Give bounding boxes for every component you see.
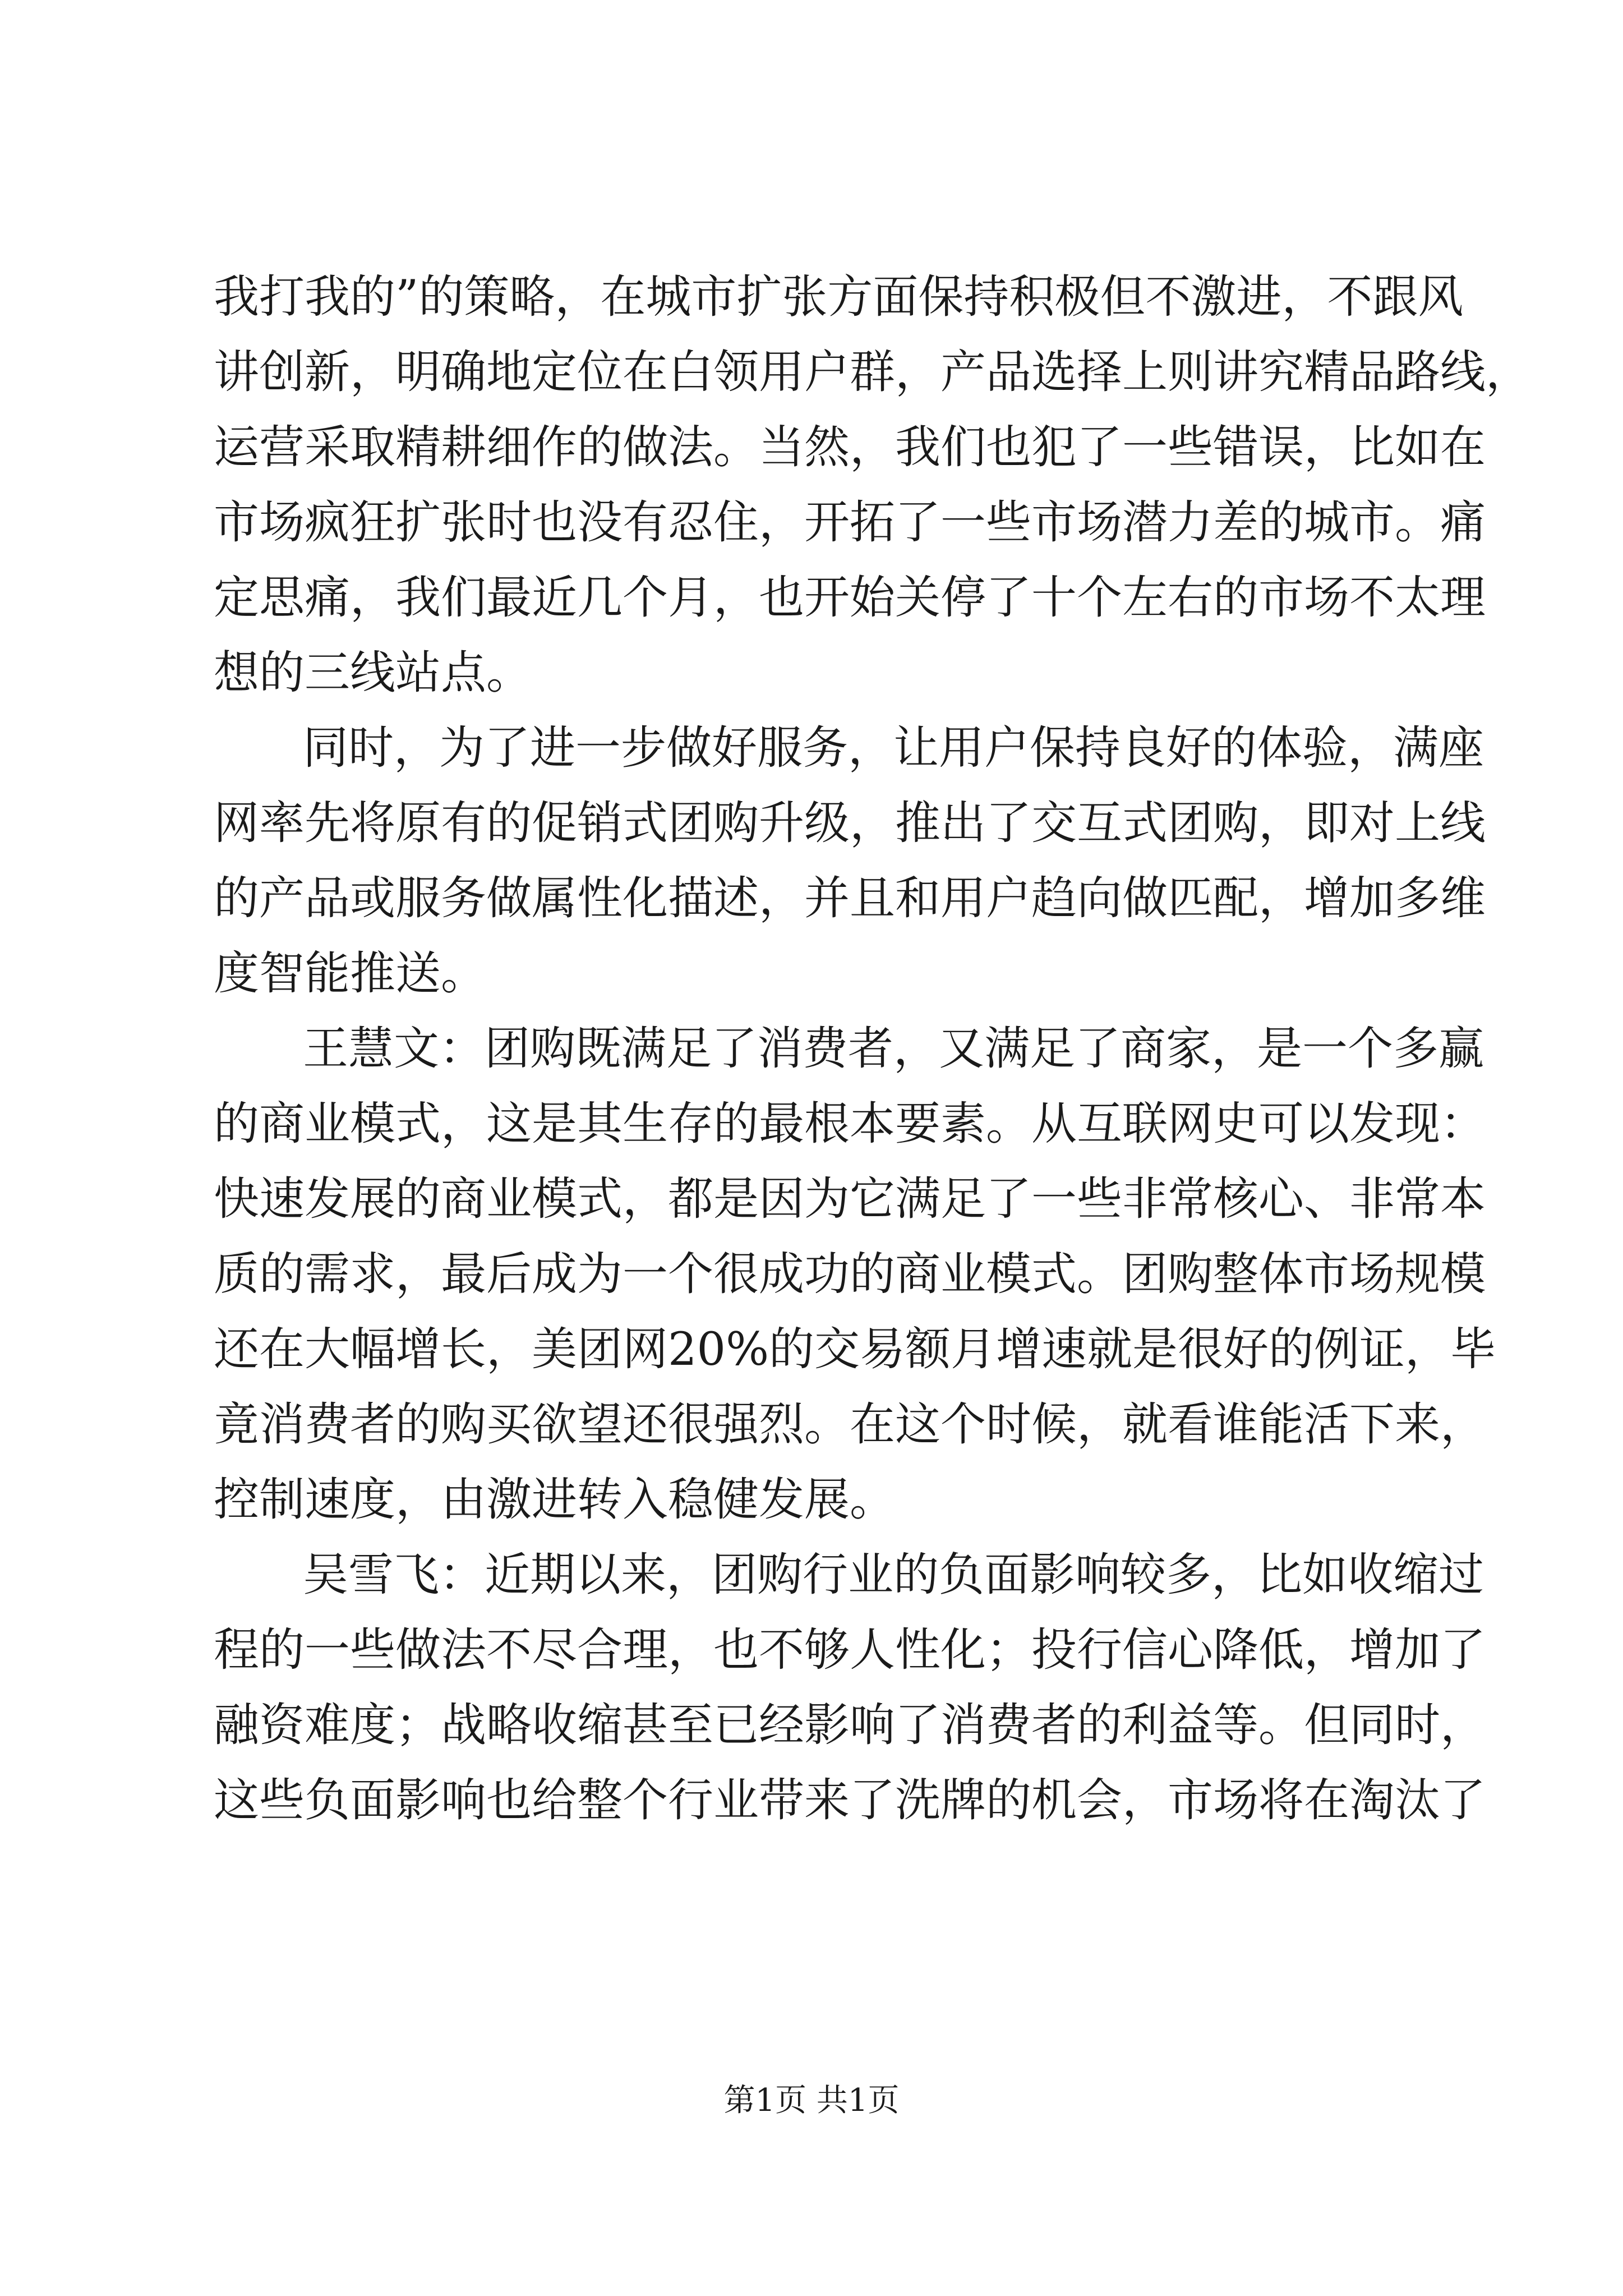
paragraph-1-line-5: 定思痛，我们最近几个月，也开始关停了十个左右的市场不太理	[214, 572, 1486, 624]
paragraph-3-line-4: 质的需求，最后成为一个很成功的商业模式。团购整体市场规模	[214, 1248, 1486, 1301]
paragraph-4-line-4: 这些负面影响也给整个行业带来了洗牌的机会，市场将在淘汰了	[214, 1774, 1486, 1827]
paragraph-1-line-2: 讲创新，明确地定位在白领用户群，产品选择上则讲究精品路线，	[214, 346, 1532, 399]
paragraph-1-line-4: 市场疯狂扩张时也没有忍住，开拓了一些市场潜力差的城市。痛	[214, 496, 1486, 549]
paragraph-2-line-3: 的产品或服务做属性化描述，并且和用户趋向做匹配，增加多维	[214, 872, 1486, 925]
paragraph-1-line-6: 想的三线站点。	[214, 647, 532, 700]
paragraph-3-line-2: 的商业模式，这是其生存的最根本要素。从互联网史可以发现：	[214, 1098, 1486, 1151]
paragraph-1-line-1: 我打我的”的策略，在城市扩张方面保持积极但不激进，不跟风	[214, 271, 1464, 324]
paragraph-2-line-2: 网率先将原有的促销式团购升级，推出了交互式团购，即对上线	[214, 797, 1486, 850]
paragraph-4-line-1: 吴雪飞：近期以来，团购行业的负面影响较多，比如收缩过	[303, 1549, 1484, 1602]
paragraph-3-line-5: 还在大幅增长，美团网20%的交易额月增速就是很好的例证，毕	[214, 1323, 1496, 1376]
paragraph-3-line-6: 竟消费者的购买欲望还很强烈。在这个时候，就看谁能活下来，	[214, 1398, 1486, 1451]
paragraph-3-line-1: 王慧文：团购既满足了消费者，又满足了商家，是一个多赢	[303, 1023, 1484, 1075]
paragraph-4-line-3: 融资难度；战略收缩甚至已经影响了消费者的利益等。但同时，	[214, 1699, 1486, 1752]
paragraph-4-line-2: 程的一些做法不尽合理，也不够人性化；投行信心降低，增加了	[214, 1624, 1486, 1677]
paragraph-3-line-3: 快速发展的商业模式，都是因为它满足了一些非常核心、非常本	[214, 1173, 1486, 1226]
paragraph-1-line-3: 运营采取精耕细作的做法。当然，我们也犯了一些错误，比如在	[214, 421, 1486, 474]
paragraph-3-line-7: 控制速度，由激进转入稳健发展。	[214, 1474, 896, 1526]
paragraph-2-line-4: 度智能推送。	[214, 947, 487, 1000]
paragraph-2-line-1: 同时，为了进一步做好服务，让用户保持良好的体验，满座	[303, 722, 1484, 775]
page-footer: 第1页 共1页	[723, 2082, 900, 2119]
